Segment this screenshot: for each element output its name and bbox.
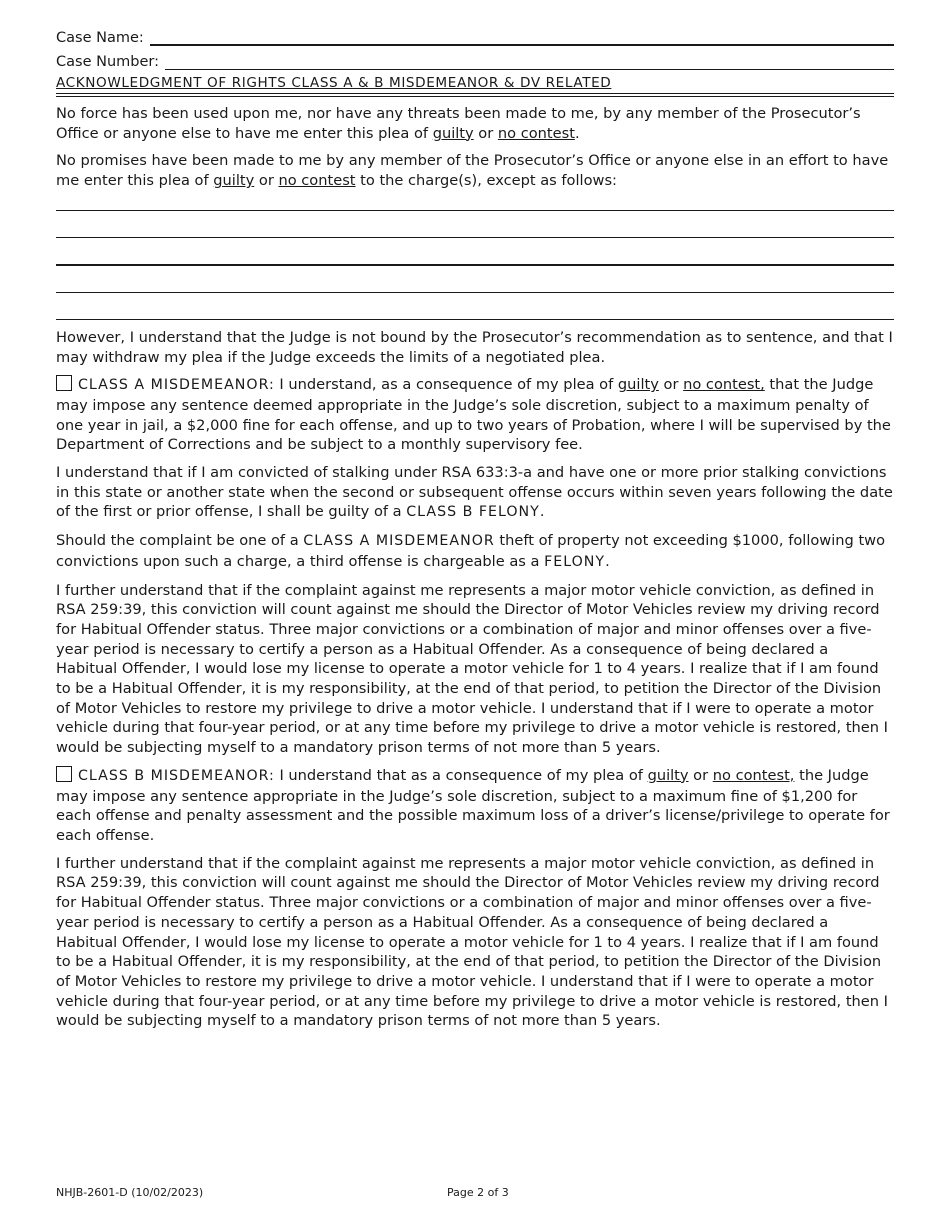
- class-b-label: CLASS B MISDEMEANOR:: [78, 767, 275, 784]
- class-b-end: the Judge may impose any sentence appropriate in the Judge’s sole discretion, subject to a maximum fine of $1,200 for each offense and penalty assessment and the possible maximum loss of a driver’s license/privilege to operate for each offense.: [56, 766, 890, 844]
- theft-paragraph: [56, 531, 894, 572]
- or-text: or: [658, 376, 684, 394]
- theft-text-2: theft of property not exceeding $1000, following two convictions upon such a charge, a third offense is chargeable as a: [56, 532, 886, 570]
- no-force-paragraph: [56, 104, 894, 143]
- p1-end: .: [574, 124, 580, 142]
- class-a-checkbox[interactable]: [56, 375, 72, 391]
- stalking-paragraph: [56, 463, 894, 523]
- class-b-felony-term: CLASS B FELONY: [406, 504, 540, 521]
- class-a-label: CLASS A MISDEMEANOR:: [78, 377, 275, 394]
- case-name-label: Case Name:: [56, 30, 144, 46]
- form-id: NHJB-2601-D (10/02/2023): [56, 1186, 204, 1199]
- case-number-label: Case Number:: [56, 54, 159, 70]
- exception-line[interactable]: [56, 210, 894, 211]
- theft-end: .: [605, 552, 610, 570]
- stalking-end: .: [539, 503, 545, 521]
- case-name-row: [56, 24, 894, 46]
- class-b-checkbox[interactable]: [56, 766, 72, 782]
- motor-vehicle-paragraph-a: I further understand that if the complaint against me represents a major motor vehicle conviction, as defined in RSA 259:39, this conviction will count against me should the Director of Motor Vehicles review my driving record for Habitual Offender status. Three major convictions or a combination of major and minor offenses over a five-year period is necessary to certify a person as a Habitual Offender. As a consequence of being declared a Habitual Offender, I would lose my license to operate a motor vehicle for 1 to 4 years. I realize that if I am found to be a Habitual Offender, it is my responsibility, at the end of that period, to petition the Director of the Division of Motor Vehicles to restore my privilege to drive a motor vehicle. I understand that if I were to operate a motor vehicle during that four-year period, or at any time before my privilege to drive a motor vehicle is restored, then I would be subjecting myself to a mandatory prison terms of not more than 5 years.: [56, 581, 888, 757]
- p2-text: No promises have been made to me by any member of the Prosecutor’s Office or anyone else in an effort to have me enter this plea of: [56, 152, 889, 190]
- class-b-paragraph: [56, 766, 894, 846]
- no-contest-term: no contest: [497, 124, 575, 142]
- form-page: [56, 0, 894, 1031]
- p2-end: to the charge(s), except as follows:: [355, 172, 617, 190]
- no-promises-paragraph: [56, 151, 894, 190]
- motor-vehicle-paragraph-b: I further understand that if the complaint against me represents a major motor vehicle conviction, as defined in RSA 259:39, this conviction will count against me should the Director of Motor Vehicles review my driving record for Habitual Offender status. Three major convictions or a combination of major and minor offenses over a five-year period is necessary to certify a person as a Habitual Offender. As a consequence of being declared a Habitual Offender, I would lose my license to operate a motor vehicle for 1 to 4 years. I realize that if I am found to be a Habitual Offender, it is my responsibility, at the end of that period, to petition the Director of the Division of Motor Vehicles to restore my privilege to drive a motor vehicle. I understand that if I were to operate a motor vehicle during that four-year period, or at any time before my privilege to drive a motor vehicle is restored, then I would be subjecting myself to a mandatory prison terms of not more than 5 years.: [56, 854, 888, 1030]
- stalking-text: I understand that if I am convicted of stalking under RSA 633:3-a and have one or more prior stalking convictions in this state or another state when the second or subsequent offense occurs within seven years following the date of the first or prior offense, I shall be guilty of a: [56, 464, 893, 521]
- exception-line[interactable]: [56, 237, 894, 238]
- guilty-term: guilty: [213, 172, 255, 190]
- no-contest-term: no contest: [278, 172, 356, 190]
- exception-line[interactable]: [56, 292, 894, 293]
- felony-term: FELONY: [544, 553, 606, 570]
- p1-text: No force has been used upon me, nor have any threats been made to me, by any member of the Prosecutor’s Office or anyone else to have me enter this plea of: [56, 105, 861, 142]
- or-text: or: [473, 124, 498, 142]
- form-title: ACKNOWLEDGMENT OF RIGHTS CLASS A & B MISDEMEANOR & DV RELATED: [56, 74, 894, 94]
- page-number: Page 2 of 3: [447, 1186, 509, 1199]
- guilty-term: guilty: [432, 124, 474, 142]
- exceptions-lines: [56, 210, 894, 320]
- guilty-term: guilty: [617, 376, 659, 394]
- guilty-term: guilty: [647, 766, 689, 784]
- no-contest-term: no contest,: [683, 376, 765, 394]
- theft-text: Should the complaint be one of a: [56, 532, 304, 550]
- class-a-end: that the Judge may impose any sentence deemed appropriate in the Judge’s sole discretion, subject to a maximum penalty of one year in jail, a $2,000 fine for each offense, and up to two years of Probation, where I will be supervised by the Department of Corrections and be subject to a monthly supervisory fee.: [56, 376, 891, 454]
- judge-not-bound-paragraph: However, I understand that the Judge is not bound by the Prosecutor’s recommendation as to sentence, and that I may withdraw my plea if the Judge exceeds the limits of a negotiated plea.: [56, 328, 893, 366]
- or-text: or: [688, 766, 713, 784]
- no-contest-term: no contest,: [712, 766, 795, 784]
- case-name-field[interactable]: [150, 30, 894, 46]
- exception-line[interactable]: [56, 319, 894, 320]
- class-a-text: I understand, as a consequence of my plea of: [274, 376, 618, 394]
- class-a-paragraph: [56, 375, 894, 455]
- exception-line[interactable]: [56, 264, 894, 266]
- or-text: or: [254, 172, 279, 190]
- case-number-field[interactable]: [165, 55, 894, 70]
- class-a-term: CLASS A MISDEMEANOR: [303, 533, 495, 550]
- case-number-row: [56, 48, 894, 70]
- class-b-text: I understand that as a consequence of my plea of: [274, 766, 648, 784]
